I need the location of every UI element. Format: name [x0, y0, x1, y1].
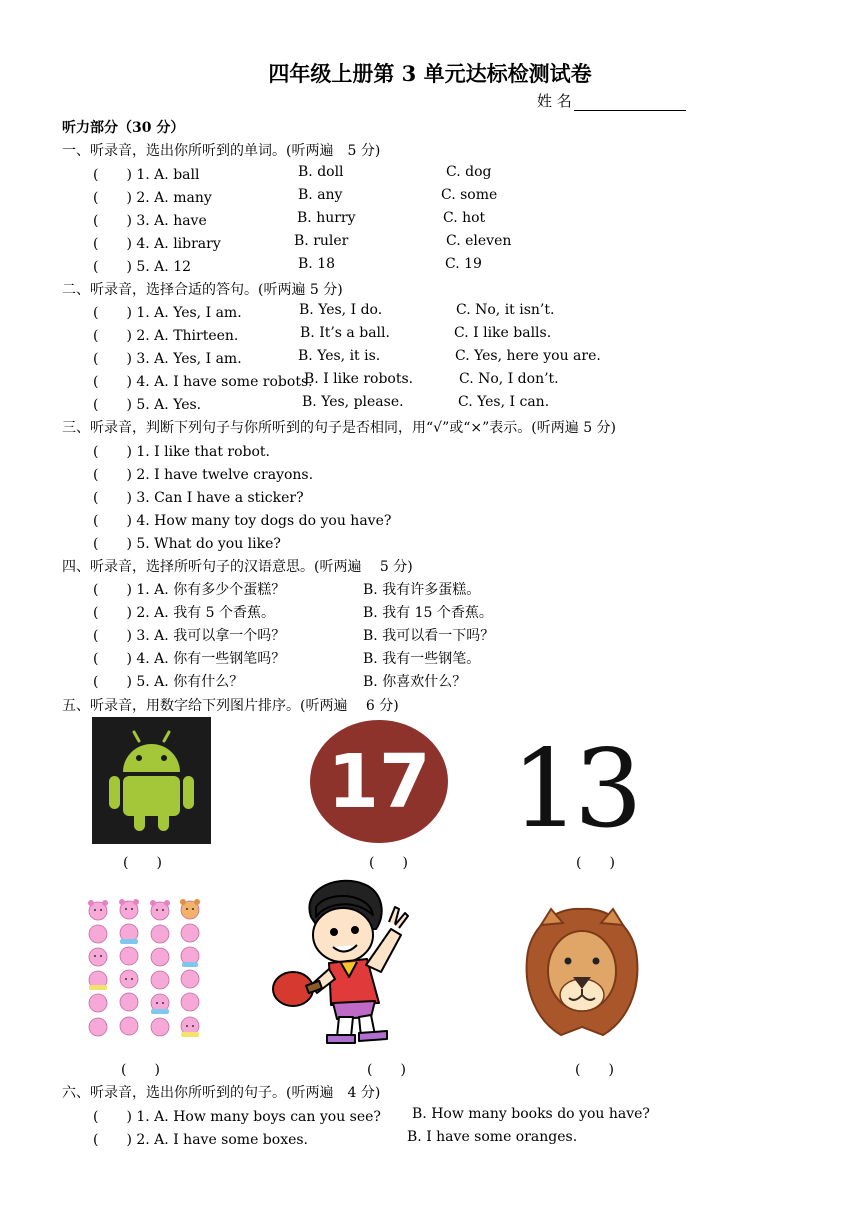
- s4-item-4-b: B. 我有一些钢笔。: [363, 651, 481, 667]
- name-field[interactable]: [537, 90, 686, 111]
- s2-item-4-c: C. No, I don’t.: [459, 371, 559, 387]
- page-title: 四年级上册第 3 单元达标检测试卷: [268, 61, 592, 86]
- s1-item-3-b: B. hurry: [297, 210, 356, 226]
- stickers-picture: [82, 897, 208, 1047]
- name-blank-line[interactable]: [574, 95, 686, 111]
- s1-item-3-c: C. hot: [443, 210, 486, 226]
- s6-item-2-b: B. I have some oranges.: [407, 1129, 578, 1145]
- s2-item-2-b: B. It’s a ball.: [300, 325, 390, 341]
- s6-item-2-a: ( ) 2. A. I have some boxes.: [93, 1132, 309, 1148]
- s2-item-4-b: B. I like robots.: [304, 371, 414, 387]
- s1-item-2-b: B. any: [298, 187, 343, 203]
- s2-item-2-a: ( ) 2. A. Thirteen.: [93, 328, 239, 344]
- s6-item-1-b: B. How many books do you have?: [412, 1106, 650, 1122]
- number-17-picture: [309, 719, 449, 844]
- number-17-text: 17: [327, 739, 431, 825]
- section-2-heading: 二、听录音，选择合适的答句。(听两遍 5 分): [62, 282, 343, 298]
- s3-item-1: ( ) 1. I like that robot.: [93, 444, 270, 460]
- s2-item-1-a: ( ) 1. A. Yes, I am.: [93, 305, 242, 321]
- picture-4-blank[interactable]: ( ): [121, 1062, 160, 1078]
- s1-item-4-c: C. eleven: [446, 233, 512, 249]
- section-4-heading: 四、听录音，选择所听句子的汉语意思。(听两遍 5 分): [62, 559, 413, 575]
- s1-item-4-a: ( ) 4. A. library: [93, 236, 221, 252]
- s2-item-3-c: C. Yes, here you are.: [455, 348, 601, 364]
- s1-item-5-b: B. 18: [298, 256, 336, 272]
- s1-item-5-a: ( ) 5. A. 12: [93, 259, 192, 275]
- s1-item-2-c: C. some: [441, 187, 498, 203]
- s2-item-4-a: ( ) 4. A. I have some robots.: [93, 374, 313, 390]
- s1-item-1-a: ( ) 1. A. ball: [93, 167, 200, 183]
- s4-item-2-a: ( ) 2. A. 我有 5 个香蕉。: [93, 605, 275, 621]
- number-13-text: 13: [511, 730, 637, 836]
- name-label: 姓 名: [537, 92, 572, 110]
- section-5-heading: 五、听录音，用数字给下列图片排序。(听两遍 6 分): [62, 698, 399, 714]
- s3-item-2: ( ) 2. I have twelve crayons.: [93, 467, 314, 483]
- s3-item-4: ( ) 4. How many toy dogs do you have?: [93, 513, 392, 529]
- s1-item-1-b: B. doll: [298, 164, 344, 180]
- s4-item-3-b: B. 我可以看一下吗？: [363, 628, 495, 644]
- s3-item-3: ( ) 3. Can I have a sticker?: [93, 490, 304, 506]
- robot-picture: [92, 717, 211, 844]
- s1-item-3-a: ( ) 3. A. have: [93, 213, 207, 229]
- section-1-heading: 一、听录音，选出你所听到的单词。(听两遍 5 分): [62, 143, 381, 159]
- s6-item-1-a: ( ) 1. A. How many boys can you see?: [93, 1109, 381, 1125]
- s4-item-1-a: ( ) 1. A. 你有多少个蛋糕？: [93, 582, 286, 598]
- listening-header: 听力部分（30 分）: [62, 120, 185, 136]
- sticker-sheet-icon: [82, 897, 208, 1047]
- number-13-picture: [510, 730, 638, 836]
- picture-6-blank[interactable]: ( ): [575, 1062, 614, 1078]
- s2-item-1-c: C. No, it isn’t.: [456, 302, 555, 318]
- lion-icon: [523, 903, 641, 1041]
- s4-item-3-a: ( ) 3. A. 我可以拿一个吗？: [93, 628, 286, 644]
- s4-item-1-b: B. 我有许多蛋糕。: [363, 582, 481, 598]
- section-3-heading: 三、听录音，判断下列句子与你所听到的句子是否相同，用“√”或“×”表示。(听两遍 5 分): [62, 420, 617, 436]
- lion-picture: [523, 903, 641, 1041]
- picture-1-blank[interactable]: ( ): [123, 855, 162, 871]
- s4-item-5-a: ( ) 5. A. 你有什么？: [93, 674, 244, 690]
- section-6-heading: 六、听录音，选出你所听到的句子。(听两遍 4 分): [62, 1085, 381, 1101]
- s1-item-5-c: C. 19: [445, 256, 482, 272]
- picture-5-blank[interactable]: ( ): [367, 1062, 406, 1078]
- picture-3-blank[interactable]: ( ): [576, 855, 615, 871]
- s2-item-5-b: B. Yes, please.: [302, 394, 404, 410]
- s4-item-5-b: B. 你喜欢什么？: [363, 674, 467, 690]
- s4-item-4-a: ( ) 4. A. 你有一些钢笔吗？: [93, 651, 286, 667]
- s2-item-1-b: B. Yes, I do.: [299, 302, 383, 318]
- boy-playing-ping-pong-icon: [271, 877, 421, 1045]
- s2-item-2-c: C. I like balls.: [454, 325, 552, 341]
- picture-2-blank[interactable]: ( ): [369, 855, 408, 871]
- ping-pong-boy-picture: [271, 877, 421, 1045]
- s1-item-1-c: C. dog: [446, 164, 492, 180]
- s2-item-3-a: ( ) 3. A. Yes, I am.: [93, 351, 242, 367]
- s1-item-4-b: B. ruler: [294, 233, 349, 249]
- s2-item-5-c: C. Yes, I can.: [458, 394, 550, 410]
- s4-item-2-b: B. 我有 15 个香蕉。: [363, 605, 493, 621]
- s1-item-2-a: ( ) 2. A. many: [93, 190, 212, 206]
- s2-item-5-a: ( ) 5. A. Yes.: [93, 397, 202, 413]
- s2-item-3-b: B. Yes, it is.: [298, 348, 381, 364]
- android-robot-icon: [92, 717, 211, 844]
- s3-item-5: ( ) 5. What do you like?: [93, 536, 281, 552]
